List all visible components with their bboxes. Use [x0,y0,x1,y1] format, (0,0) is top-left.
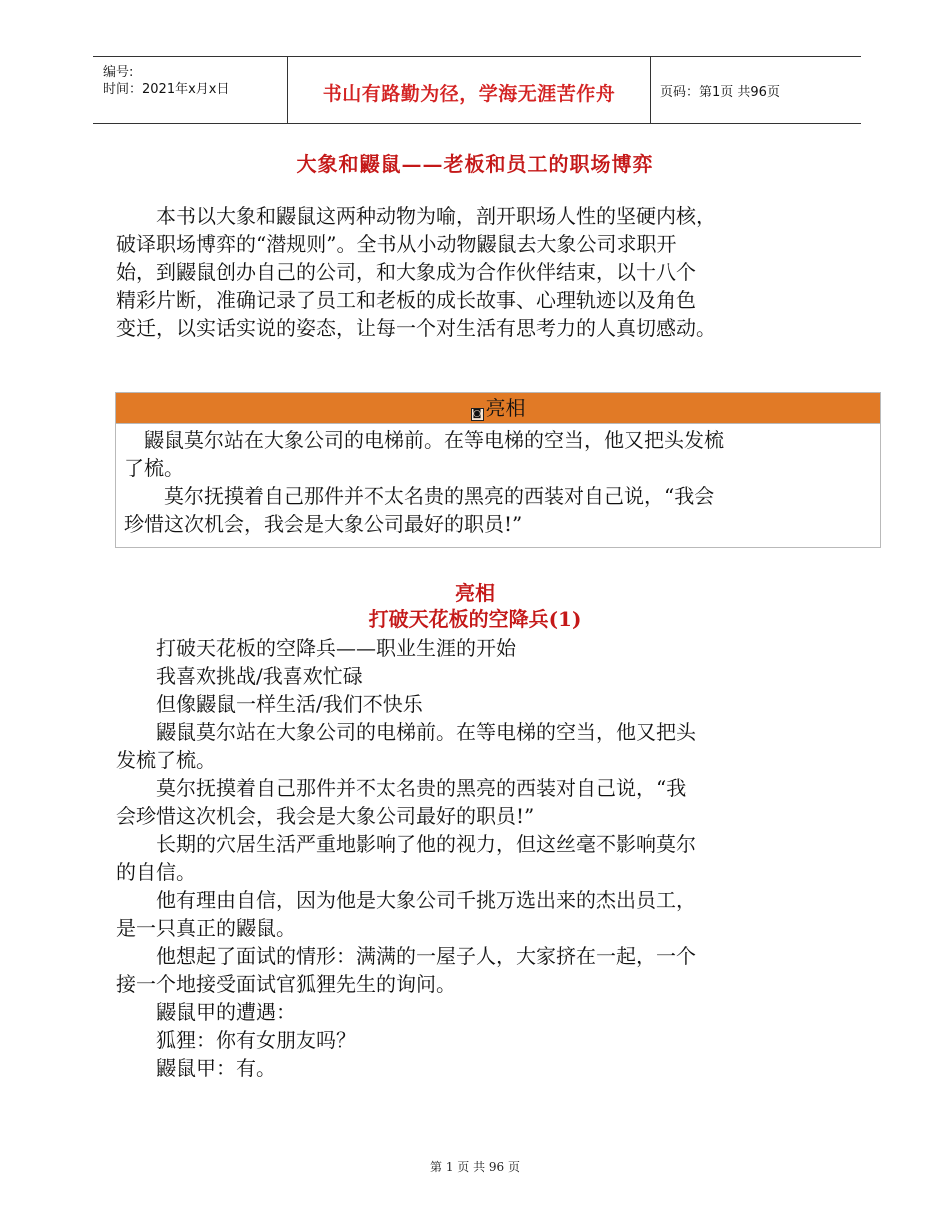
story-line: 狐狸：你有女朋友吗？ [116,1028,356,1052]
story-line: 我喜欢挑战/我喜欢忙碌 [116,664,363,688]
story-body [116,634,836,1082]
story-line: 鼹鼠甲的遭遇： [116,1000,296,1024]
excerpt-box-title: 亮相 [485,396,526,420]
document-time-label: 时间：2021年x月x日 [103,82,230,97]
page-footer: 第 1 页 共 96 页 [430,1160,520,1174]
document-header [93,56,861,124]
story-line: 接一个地接受面试官狐狸先生的询问。 [116,972,456,996]
section-heading: 亮相 [455,581,495,605]
excerpt-box-header [116,393,880,424]
excerpt-box-body [116,424,880,538]
header-page-cell [650,57,861,123]
intro-line: 变迁，以实话实说的姿态，让每一个对生活有思考力的人真切感动。 [116,316,716,340]
story-line: 长期的穴居生活严重地影响了他的视力，但这丝毫不影响莫尔 [116,832,696,856]
header-motto-cell [287,57,651,123]
story-line: 打破天花板的空降兵——职业生涯的开始 [116,636,516,660]
intro-paragraph [116,202,861,342]
document-number-label: 编号: [103,65,134,80]
intro-line: 本书以大象和鼹鼠这两种动物为喻，剖开职场人性的坚硬内核， [116,204,716,228]
excerpt-line: 鼹鼠莫尔站在大象公司的电梯前。在等电梯的空当，他又把头发梳 [124,428,724,452]
header-page-info: 页码：第1页 共96页 [660,85,780,100]
excerpt-line: 了梳。 [124,456,184,480]
section-subheading: 打破天花板的空降兵(1) [368,607,582,631]
excerpt-line: 莫尔抚摸着自己那件并不太名贵的黑亮的西装对自己说，“我会 [124,484,715,508]
story-line: 会珍惜这次机会，我会是大象公司最好的职员!” [116,804,535,828]
header-meta-cell [93,57,287,123]
story-line: 是一只真正的鼹鼠。 [116,916,296,940]
story-line: 莫尔抚摸着自己那件并不太名贵的黑亮的西装对自己说，“我 [116,776,687,800]
story-line: 鼹鼠甲：有。 [116,1056,276,1080]
story-line: 但像鼹鼠一样生活/我们不快乐 [116,692,423,716]
story-line: 发梳了梳。 [116,748,216,772]
story-line: 的自信。 [116,860,196,884]
story-line: 他有理由自信，因为他是大象公司千挑万选出来的杰出员工， [116,888,696,912]
excerpt-line: 珍惜这次机会，我会是大象公司最好的职员!” [124,512,523,536]
header-motto: 书山有路勤为径，学海无涯苦作舟 [322,83,616,105]
intro-line: 精彩片断，准确记录了员工和老板的成长故事、心理轨迹以及角色 [116,288,696,312]
document-title: 大象和鼹鼠——老板和员工的职场博弈 [296,152,654,176]
intro-line: 始，到鼹鼠创办自己的公司，和大象成为合作伙伴结束，以十八个 [116,260,696,284]
intro-line: 破译职场博弈的“潜规则”。全书从小动物鼹鼠去大象公司求职开 [116,232,677,256]
story-line: 他想起了面试的情形：满满的一屋子人，大家挤在一起，一个 [116,944,696,968]
story-line: 鼹鼠莫尔站在大象公司的电梯前。在等电梯的空当，他又把头 [116,720,696,744]
excerpt-box [115,392,881,548]
anchor-icon: ◙ [471,408,484,421]
